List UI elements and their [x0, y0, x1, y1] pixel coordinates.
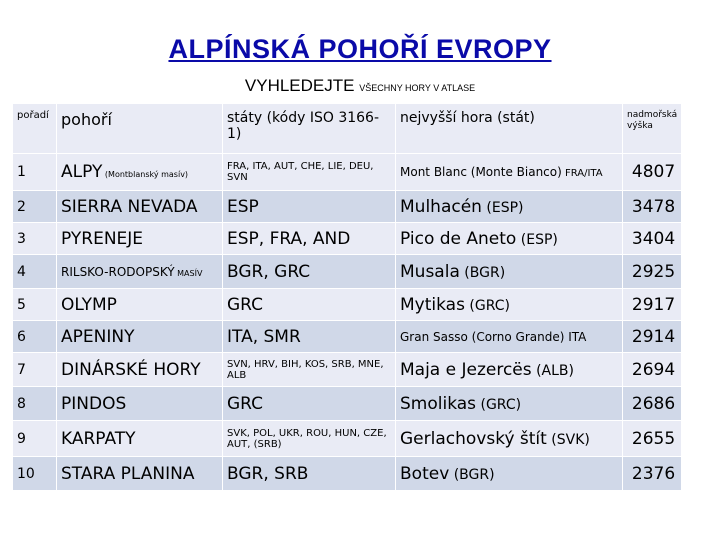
- states-cell: ESP: [223, 191, 396, 223]
- altitude-cell: 3404: [623, 223, 682, 255]
- rank-cell: 2: [13, 191, 57, 223]
- header-rank: pořadí: [13, 104, 57, 154]
- rank-cell: 3: [13, 223, 57, 255]
- states-cell: FRA, ITA, AUT, CHE, LIE, DEU, SVN: [223, 154, 396, 191]
- page-subtitle: [0, 76, 720, 96]
- altitude-cell: 2917: [623, 289, 682, 321]
- altitude-cell: 4807: [623, 154, 682, 191]
- rank-cell: 7: [13, 353, 57, 387]
- rank-cell: 9: [13, 421, 57, 457]
- mountains-table: [12, 103, 682, 491]
- table-row: [13, 191, 682, 223]
- states-cell: ITA, SMR: [223, 321, 396, 353]
- rank-cell: 1: [13, 154, 57, 191]
- range-cell: PINDOS: [57, 387, 223, 421]
- states-cell: GRC: [223, 289, 396, 321]
- table-row: [13, 353, 682, 387]
- range-cell: DINÁRSKÉ HORY: [57, 353, 223, 387]
- table-header-row: [13, 104, 682, 154]
- rank-cell: 5: [13, 289, 57, 321]
- peak-cell: Botev (BGR): [396, 457, 623, 491]
- states-cell: BGR, SRB: [223, 457, 396, 491]
- altitude-cell: 2655: [623, 421, 682, 457]
- table-row: [13, 421, 682, 457]
- altitude-cell: 2914: [623, 321, 682, 353]
- states-cell: SVK, POL, UKR, ROU, HUN, CZE, AUT, (SRB): [223, 421, 396, 457]
- states-cell: GRC: [223, 387, 396, 421]
- rank-cell: 4: [13, 255, 57, 289]
- peak-cell: Gran Sasso (Corno Grande) ITA: [396, 321, 623, 353]
- range-cell: STARA PLANINA: [57, 457, 223, 491]
- table-row: [13, 387, 682, 421]
- altitude-cell: 3478: [623, 191, 682, 223]
- peak-cell: Mulhacén (ESP): [396, 191, 623, 223]
- table-row: [13, 154, 682, 191]
- altitude-cell: 2376: [623, 457, 682, 491]
- states-cell: ESP, FRA, AND: [223, 223, 396, 255]
- peak-cell: Smolikas (GRC): [396, 387, 623, 421]
- range-cell: SIERRA NEVADA: [57, 191, 223, 223]
- range-cell: APENINY: [57, 321, 223, 353]
- table-row: [13, 223, 682, 255]
- table-row: [13, 255, 682, 289]
- peak-cell: Mont Blanc (Monte Bianco) FRA/ITA: [396, 154, 623, 191]
- table-row: [13, 321, 682, 353]
- table-row: [13, 457, 682, 491]
- states-cell: BGR, GRC: [223, 255, 396, 289]
- range-cell: RILSKO-RODOPSKÝ MASÍV: [57, 255, 223, 289]
- subtitle-small: VŠECHNY HORY V ATLASE: [359, 83, 476, 93]
- altitude-cell: 2925: [623, 255, 682, 289]
- peak-cell: Maja e Jezercës (ALB): [396, 353, 623, 387]
- peak-cell: Musala (BGR): [396, 255, 623, 289]
- altitude-cell: 2694: [623, 353, 682, 387]
- peak-cell: Gerlachovský štít (SVK): [396, 421, 623, 457]
- header-range: pohoří: [57, 104, 223, 154]
- rank-cell: 10: [13, 457, 57, 491]
- altitude-cell: 2686: [623, 387, 682, 421]
- rank-cell: 8: [13, 387, 57, 421]
- table-row: [13, 289, 682, 321]
- range-cell: OLYMP: [57, 289, 223, 321]
- header-peak: nejvyšší hora (stát): [396, 104, 623, 154]
- range-cell: ALPY (Montblanský masív): [57, 154, 223, 191]
- header-altitude: nadmořská výška: [623, 104, 682, 154]
- header-states: státy (kódy ISO 3166-1): [223, 104, 396, 154]
- rank-cell: 6: [13, 321, 57, 353]
- peak-cell: Pico de Aneto (ESP): [396, 223, 623, 255]
- range-cell: PYRENEJE: [57, 223, 223, 255]
- subtitle-main: VYHLEDEJTE: [244, 76, 360, 95]
- range-cell: KARPATY: [57, 421, 223, 457]
- page-title: ALPÍNSKÁ POHOŘÍ EVROPY: [168, 34, 552, 64]
- states-cell: SVN, HRV, BIH, KOS, SRB, MNE, ALB: [223, 353, 396, 387]
- peak-cell: Mytikas (GRC): [396, 289, 623, 321]
